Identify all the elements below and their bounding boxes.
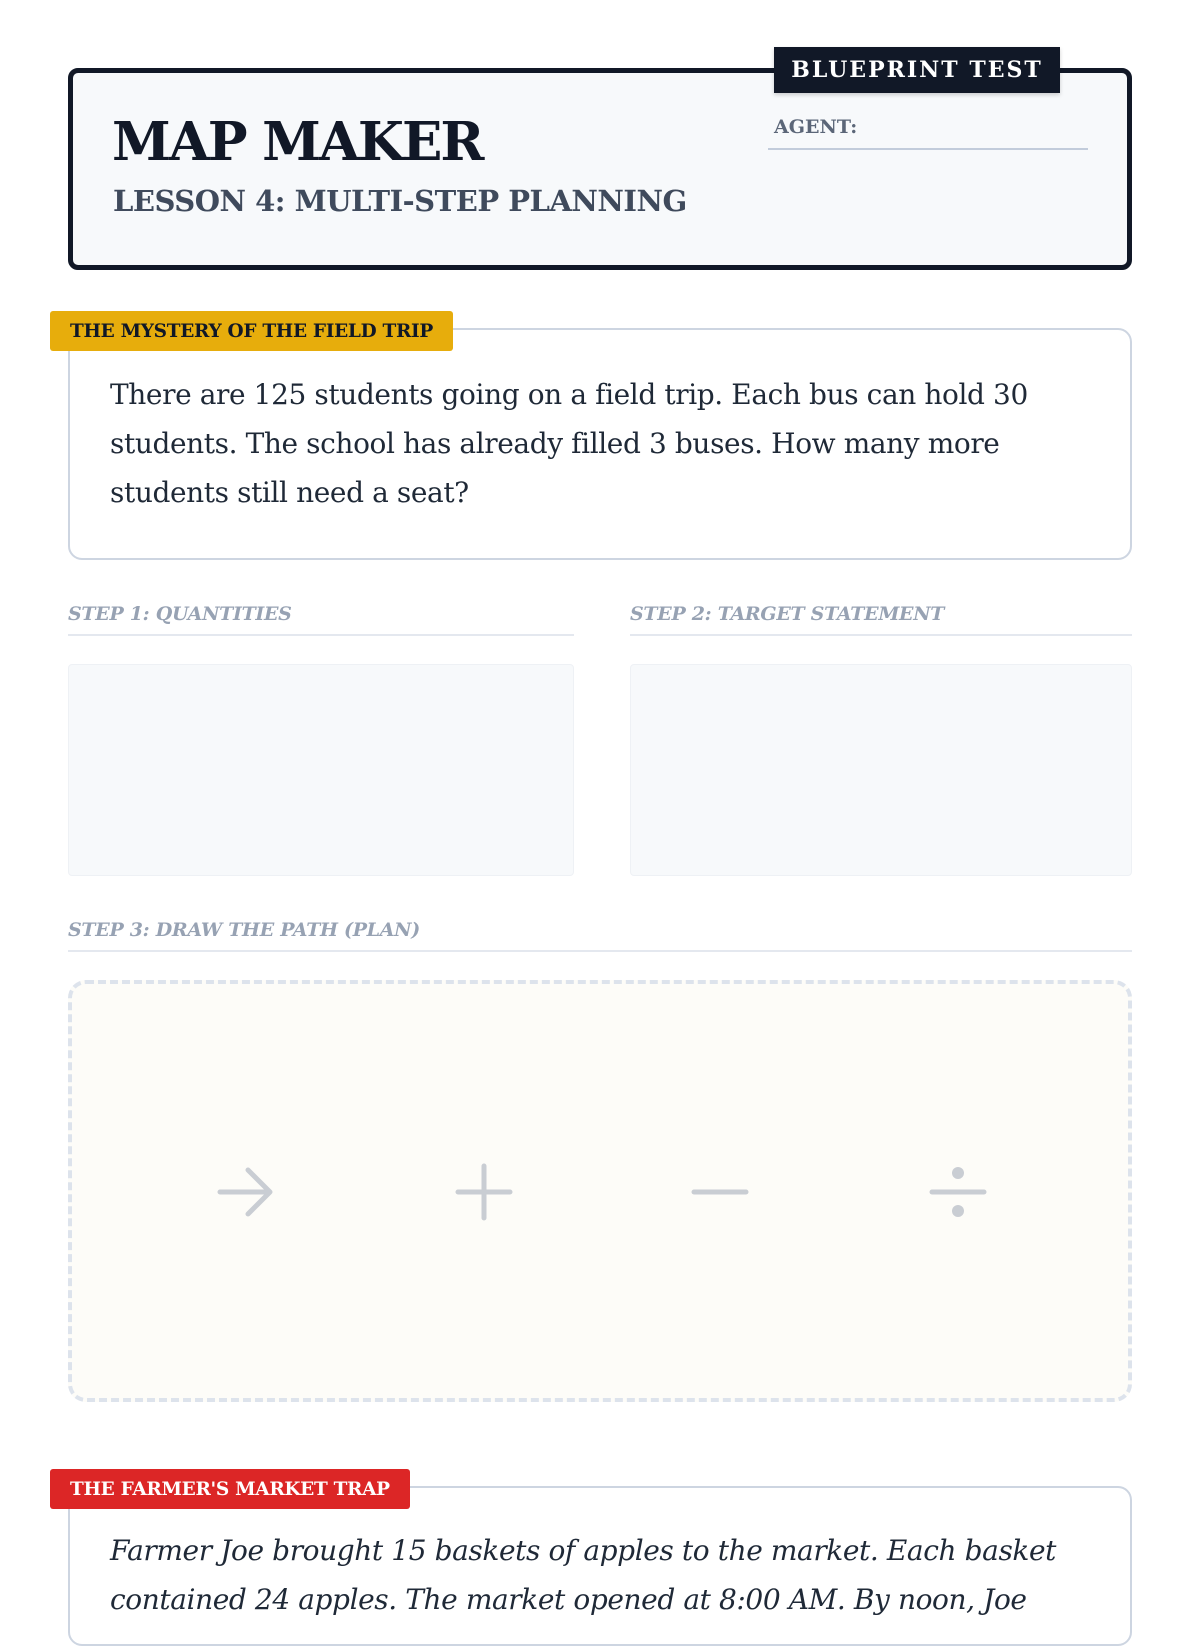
plus-icon	[454, 1162, 514, 1222]
step2-rule	[630, 634, 1132, 636]
blueprint-test-badge: BLUEPRINT TEST	[774, 47, 1060, 93]
step2-target-statement-box[interactable]	[630, 664, 1132, 876]
divide-icon	[928, 1162, 988, 1222]
problem-tag-farmers-market: THE FARMER'S MARKET TRAP	[50, 1469, 410, 1509]
step1-rule	[68, 634, 574, 636]
page-title: MAP MAKER	[112, 111, 483, 173]
lesson-subtitle: LESSON 4: MULTI-STEP PLANNING	[113, 184, 687, 218]
problem-text-field-trip: There are 125 students going on a field trip. Each bus can hold 30 students. The school has already filled 3 buses. How many more students still need a seat?	[110, 378, 1028, 509]
step3-label: STEP 3: DRAW THE PATH (PLAN)	[68, 919, 420, 941]
agent-name-field[interactable]	[768, 148, 1088, 150]
problem-tag-field-trip: THE MYSTERY OF THE FIELD TRIP	[50, 311, 453, 351]
step1-quantities-box[interactable]	[68, 664, 574, 876]
step1-label: STEP 1: QUANTITIES	[68, 603, 292, 625]
arrow-right-icon	[216, 1162, 276, 1222]
agent-label: AGENT:	[774, 116, 858, 138]
step3-rule	[68, 950, 1132, 952]
step2-label: STEP 2: TARGET STATEMENT	[630, 603, 945, 625]
problem-text-farmers-market: Farmer Joe brought 15 baskets of apples to the market. Each basket contained 24 apples. The market opened at 8:00 AM. By noon, Joe	[110, 1534, 1057, 1616]
minus-icon	[690, 1162, 750, 1222]
